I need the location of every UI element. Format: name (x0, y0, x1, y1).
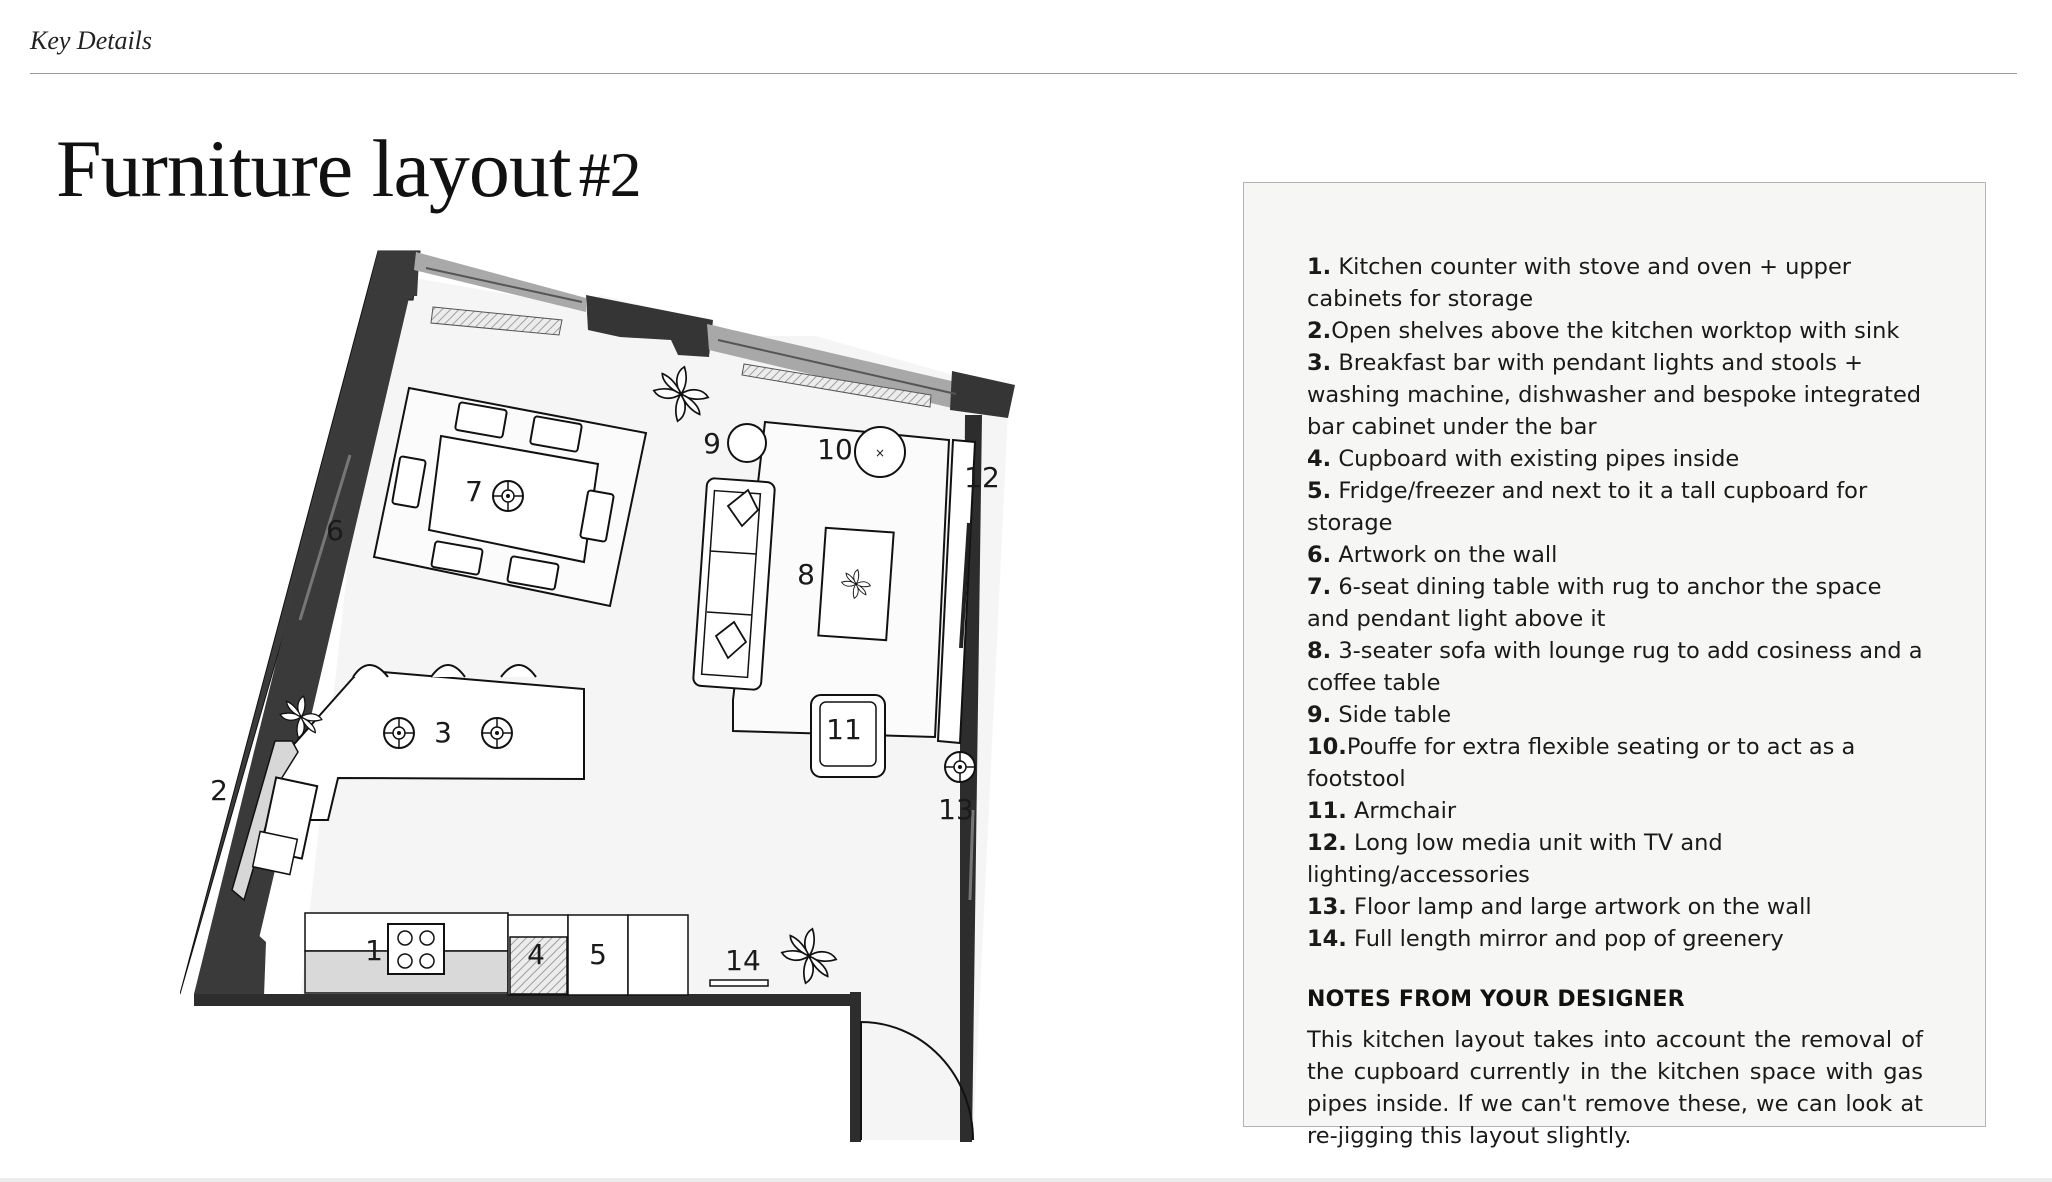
marker-13: 13 (938, 793, 974, 826)
key-item-12: 12. Long low media unit with TV and lighting/accessories (1307, 830, 1723, 888)
floor-plan (180, 240, 1030, 1150)
marker-2: 2 (210, 774, 228, 807)
key-item-6: 6. Artwork on the wall (1307, 542, 1558, 568)
notes-heading: NOTES FROM YOUR DESIGNER (1307, 987, 1685, 1012)
key-item-8: 8. 3-seater sofa with lounge rug to add cosiness and a coffee table (1307, 638, 1923, 696)
svg-text:×: × (874, 446, 886, 460)
key-item-14: 14. Full length mirror and pop of greenery (1307, 926, 1784, 952)
side-table (728, 424, 766, 462)
key-panel (1243, 182, 1986, 1149)
marker-5: 5 (589, 938, 607, 971)
pouffe (855, 427, 905, 477)
marker-1: 1 (365, 934, 383, 967)
header-divider (30, 73, 2017, 74)
header-label: Key Details (30, 26, 153, 55)
key-item-4: 4. Cupboard with existing pipes inside (1307, 446, 1740, 472)
marker-14: 14 (725, 944, 761, 977)
key-item-3: 3. Breakfast bar with pendant lights and stools + washing machine, dishwasher and bespoke integrated bar cabinet under the bar (1307, 350, 1922, 440)
key-item-9: 9. Side table (1307, 702, 1452, 728)
key-item-2: 2.Open shelves above the kitchen worktop with sink (1307, 318, 1900, 344)
key-item-1: 1. Kitchen counter with stove and oven + upper cabinets for storage (1307, 254, 1852, 312)
key-item-7: 7. 6-seat dining table with rug to anchor the space and pendant light above it (1307, 574, 1882, 632)
marker-11: 11 (826, 713, 862, 746)
marker-12: 12 (964, 461, 1000, 494)
page-title-main: Furniture layout (56, 123, 571, 214)
marker-3: 3 (434, 716, 452, 749)
floor-lamp (945, 752, 975, 782)
key-item-11: 11. Armchair (1307, 798, 1457, 824)
marker-6: 6 (326, 514, 344, 547)
notes-body: This kitchen layout takes into account the removal of the cupboard currently in the kitchen space with gas pipes inside. If we can't remove these, we can look at re-jigging this layout slightly. (1307, 1027, 1923, 1149)
marker-10: 10 (817, 433, 853, 466)
key-list (1307, 251, 1923, 955)
marker-8: 8 (797, 558, 815, 591)
marker-9: 9 (703, 427, 721, 460)
key-item-10: 10.Pouffe for extra flexible seating or to act as a footstool (1307, 734, 1856, 792)
marker-7: 7 (465, 475, 483, 508)
marker-4: 4 (527, 938, 545, 971)
page-title (56, 122, 641, 216)
key-item-13: 13. Floor lamp and large artwork on the wall (1307, 894, 1812, 920)
page-title-number: #2 (578, 139, 641, 210)
key-item-5: 5. Fridge/freezer and next to it a tall cupboard for storage (1307, 478, 1868, 536)
footer-divider (0, 1178, 2052, 1182)
